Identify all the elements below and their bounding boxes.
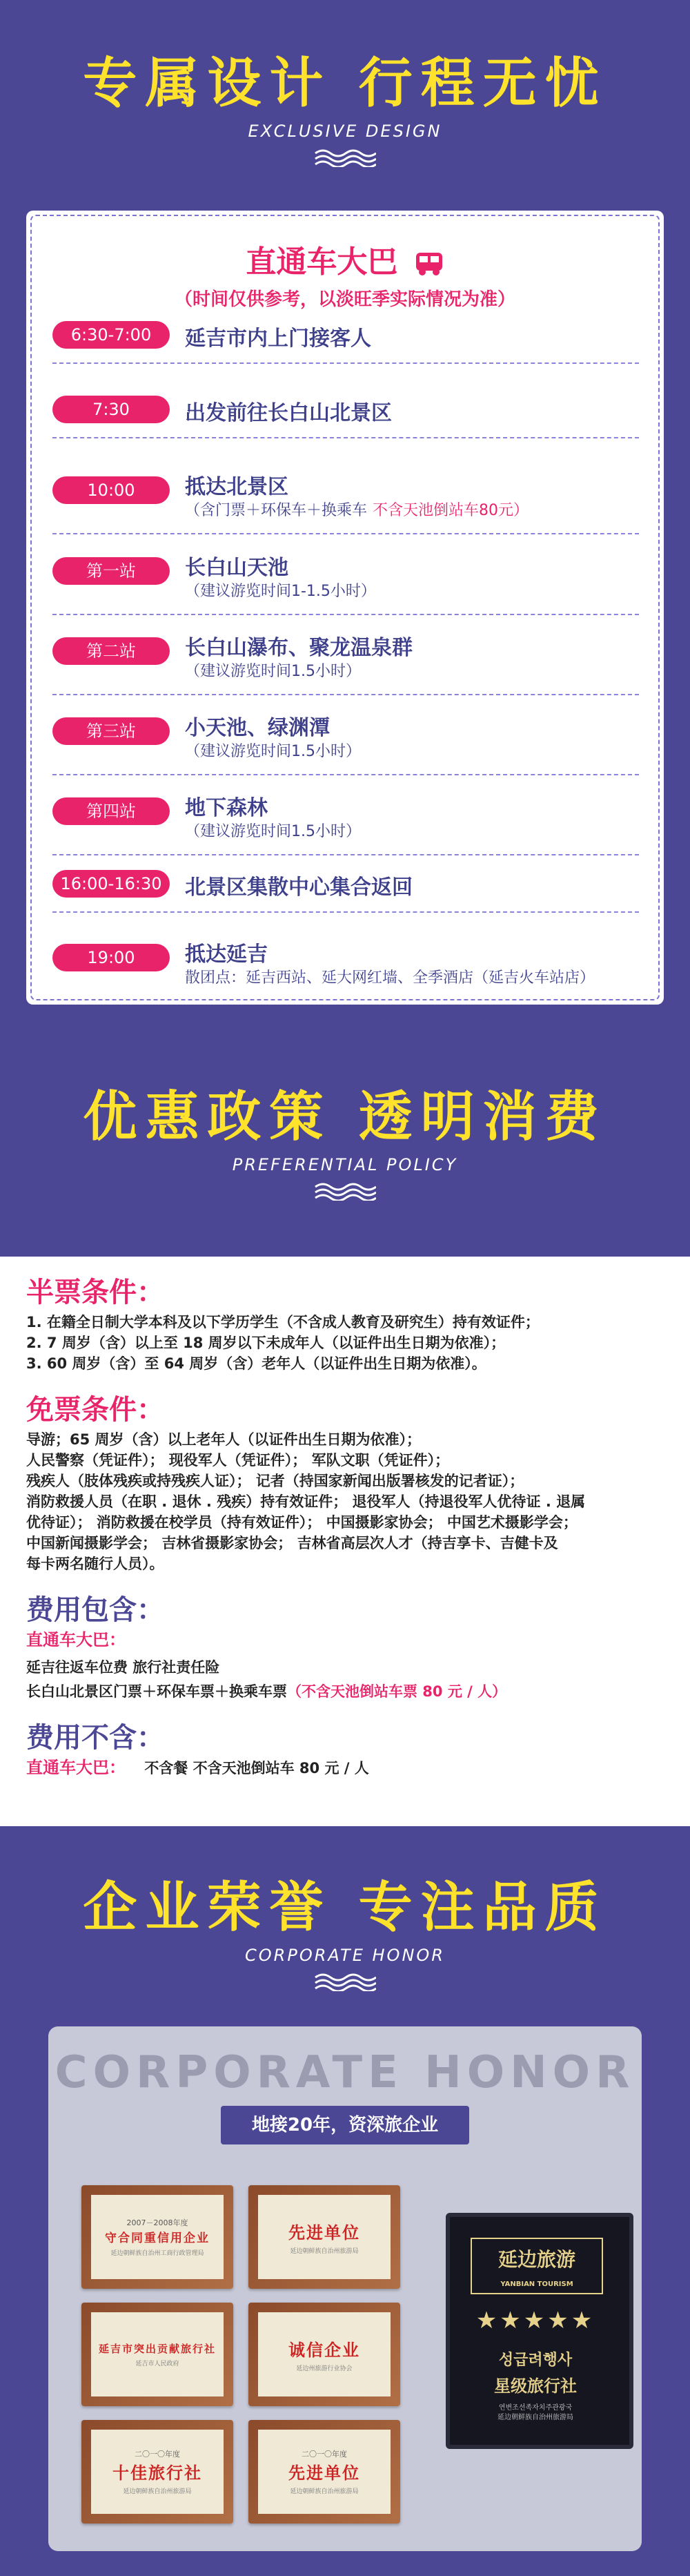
free-line-5: 优待证）； 消防救援在校学员（持有效证件）； 中国摄影家协会； 中国艺术摄影学会； — [26, 1514, 578, 1531]
itinerary-main-text: 延吉市内上门接客人 — [185, 327, 371, 351]
itinerary-sub-text — [185, 739, 361, 761]
fee-include-line-2 — [26, 1681, 668, 1702]
itinerary-time-pill: 19:00 — [52, 944, 170, 971]
plaque-org: 延边朝鲜族自治州工商行政管理局 — [110, 2250, 204, 2257]
star-agency-plaque — [446, 2213, 633, 2449]
itinerary-time-pill: 第四站 — [52, 797, 170, 825]
plaque-title: 先进单位 — [288, 2223, 360, 2243]
itinerary-row — [52, 630, 646, 686]
itinerary-main-text: 长白山瀑布、聚龙温泉群 — [185, 636, 413, 660]
itinerary-divider — [52, 614, 639, 615]
half-line-1: 1. 在籍全日制大学本科及以下学历学生（不含成人教育及研究生）持有效证件； — [26, 1314, 540, 1330]
honor-plaque — [81, 2420, 233, 2524]
plaque-title: 先进单位 — [288, 2463, 360, 2483]
wave-icon — [314, 1183, 376, 1201]
fee-include-title: 费用包含： — [26, 1594, 164, 1626]
itinerary-sub-text-main: 散团点：延吉西站、延大网红墙、全季酒店（延吉火车站店） — [185, 969, 595, 987]
itinerary-main-text: 地下森林 — [185, 796, 268, 820]
free-line-3: 残疾人（肢体残疾或持残疾人证）； 记者（持国家新闻出版署核发的记者证）； — [26, 1473, 524, 1489]
fee-include-line-2-text: 长白山北景区门票＋环保车票＋换乘车票 — [26, 1683, 287, 1700]
plaque-korean-text: 성급려행사 — [498, 2352, 573, 2369]
free-line-2: 人民警察（凭证件）； 现役军人（凭证件）； 军队文职（凭证件）； — [26, 1452, 450, 1469]
free-line-6: 中国新闻摄影学会； 吉林省摄影家协会； 吉林省高层次人才（持吉享卡、吉健卡及 — [26, 1535, 558, 1551]
plaque-title: 十佳旅行社 — [112, 2463, 202, 2483]
itinerary-divider — [52, 854, 639, 855]
half-line-3: 3. 60 周岁（含）至 64 周岁（含）老年人（以证件出生日期为依准）。 — [26, 1355, 486, 1372]
plaque-chinese-text: 星级旅行社 — [494, 2376, 577, 2396]
fee-include-line-1: 延吉往返车位费 旅行社责任险 — [26, 1659, 220, 1676]
plaque-org: 延边朝鲜族自治州旅游局 — [123, 2488, 192, 2495]
itinerary-sub-text-main: （含门票＋环保车＋换乘车 — [185, 502, 368, 519]
bus-icon — [414, 251, 444, 277]
free-line-1: 导游；65 周岁（含）以上老年人（以证件出生日期为依准）； — [26, 1431, 422, 1448]
free-ticket-title: 免票条件： — [26, 1394, 164, 1426]
itinerary-sub-text — [185, 498, 529, 520]
policy-header — [0, 1074, 690, 1203]
design-subtitle: EXCLUSIVE DESIGN — [248, 122, 442, 141]
itinerary-row — [52, 469, 646, 525]
star-rating: ★★★★★ — [475, 2307, 595, 2334]
itinerary-row — [52, 396, 646, 451]
plaque-title: 延吉市突出贡献旅行社 — [98, 2343, 216, 2355]
itinerary-sub-text — [185, 820, 361, 841]
half-ticket-title: 半票条件： — [26, 1277, 164, 1308]
plaque-title: 诚信企业 — [288, 2341, 360, 2360]
itinerary-time-pill: 10:00 — [52, 476, 170, 504]
itinerary-row — [52, 937, 646, 992]
honor-plaque — [81, 2303, 233, 2406]
itinerary-title-text: 直通车大巴 — [246, 244, 398, 280]
itinerary-time-pill: 第三站 — [52, 717, 170, 745]
honor-subtitle: CORPORATE HONOR — [245, 1946, 445, 1965]
itinerary-main-text: 抵达延吉 — [185, 942, 268, 967]
wave-icon — [314, 149, 376, 167]
itinerary-title — [26, 237, 664, 281]
itinerary-card — [26, 211, 664, 1005]
plaque-org: 延吉市人民政府 — [135, 2361, 179, 2367]
itinerary-divider — [52, 774, 639, 775]
fee-exclude-title: 费用不含： — [26, 1722, 164, 1754]
honor-plaque — [81, 2185, 233, 2289]
wave-icon — [314, 1973, 376, 1991]
policy-subtitle: PREFERENTIAL POLICY — [232, 1155, 458, 1174]
plaque-footer: 연변조선족자치주관광국 延边朝鲜族自治州旅游局 — [497, 2404, 573, 2421]
plaque-org: 延边朝鲜族自治州旅游局 — [290, 2488, 359, 2495]
itinerary-sub-text — [185, 579, 376, 601]
itinerary-divider — [52, 911, 639, 913]
itinerary-main-text: 小天池、绿渊潭 — [185, 716, 330, 740]
plaque-title: 守合同重信用企业 — [105, 2231, 210, 2245]
design-header — [0, 40, 690, 170]
design-title: 专属设计 行程无忧 — [83, 52, 607, 115]
honor-plaque — [248, 2303, 400, 2406]
itinerary-time-pill: 16:00-16:30 — [52, 870, 170, 898]
itinerary-note: （时间仅供参考，以淡旺季实际情况为准） — [174, 289, 515, 310]
fee-exclude-line — [26, 1757, 668, 1779]
itinerary-sub-text-red: 不含天池倒站车80元） — [373, 502, 529, 519]
itinerary-main-text: 抵达北景区 — [185, 475, 288, 499]
itinerary-sub-text-main: （建议游览时间1.5小时） — [185, 823, 361, 840]
itinerary-row — [52, 321, 646, 376]
itinerary-sub-text-main: （建议游览时间1-1.5小时） — [185, 583, 376, 600]
itinerary-sub-text — [185, 659, 361, 681]
honor-ribbon: 地接20年，资深旅企业 — [221, 2106, 469, 2144]
itinerary-time-pill: 6:30-7:00 — [52, 321, 170, 349]
itinerary-divider — [52, 437, 639, 438]
tourism-logo: 延边旅游 YANBIAN TOURISM — [471, 2238, 603, 2294]
honor-panel — [48, 2026, 642, 2551]
itinerary-divider — [52, 694, 639, 695]
itinerary-sub-text-main: （建议游览时间1.5小时） — [185, 743, 361, 760]
itinerary-time-pill: 第一站 — [52, 557, 170, 585]
honor-plaque — [248, 2420, 400, 2524]
free-line-7: 每卡两名随行人员）。 — [26, 1556, 164, 1572]
itinerary-row — [52, 550, 646, 606]
itinerary-divider — [52, 533, 639, 534]
fee-exclude-text: 不含餐 不含天池倒站车 80 元 / 人 — [144, 1760, 369, 1776]
plaque-year: 二〇一〇年度 — [302, 2450, 347, 2459]
fee-exclude-bus: 直通车大巴： — [26, 1758, 126, 1777]
itinerary-main-text: 长白山天池 — [185, 556, 288, 580]
honor-plaque — [248, 2185, 400, 2289]
plaque-year: 2007－2008年度 — [126, 2218, 188, 2227]
itinerary-divider — [52, 362, 639, 364]
half-line-2: 2. 7 周岁（含）以上至 18 周岁以下未成年人（以证件出生日期为依准）； — [26, 1335, 506, 1351]
itinerary-sub-text — [185, 966, 595, 987]
itinerary-row — [52, 791, 646, 846]
itinerary-time-pill: 7:30 — [52, 396, 170, 423]
itinerary-row — [52, 710, 646, 766]
policy-title: 优惠政策 透明消费 — [83, 1086, 607, 1148]
fee-include-line-2-red: （不含天池倒站车票 80 元 / 人） — [287, 1683, 507, 1700]
honor-header — [0, 1864, 690, 1994]
fee-include-bus: 直通车大巴： — [26, 1630, 126, 1649]
plaque-year: 二〇一〇年度 — [135, 2450, 180, 2459]
honor-bg-text: CORPORATE HONOR — [55, 2047, 635, 2098]
itinerary-main-text: 出发前往长白山北景区 — [185, 401, 392, 425]
honor-title: 企业荣誉 专注品质 — [83, 1877, 607, 1939]
plaque-org: 延边朝鲜族自治州旅游局 — [290, 2248, 359, 2255]
itinerary-row — [52, 870, 646, 925]
itinerary-time-pill: 第二站 — [52, 637, 170, 665]
itinerary-sub-text-main: （建议游览时间1.5小时） — [185, 663, 361, 680]
free-line-4: 消防救援人员（在职 . 退休 . 残疾）持有效证件； 退役军人（持退役军人优待证 . 退属 — [26, 1493, 586, 1510]
itinerary-main-text: 北景区集散中心集合返回 — [185, 875, 413, 900]
plaque-org: 延边州旅游行业协会 — [296, 2365, 353, 2372]
